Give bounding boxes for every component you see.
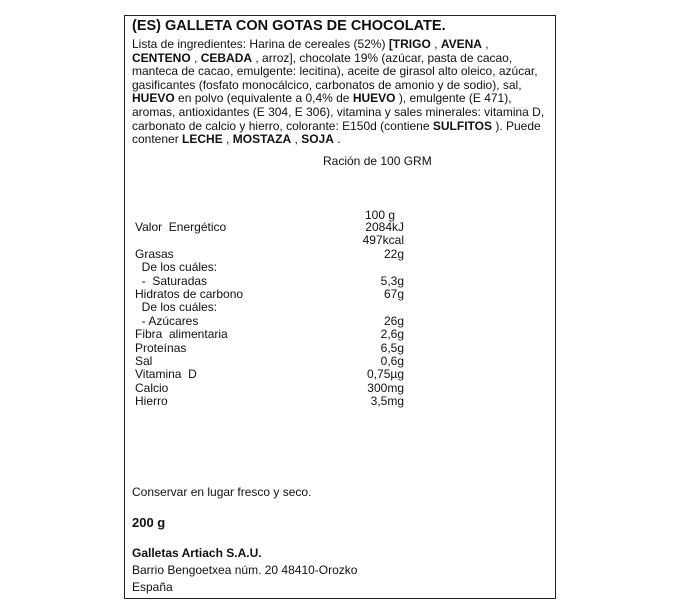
ingredient-text: , bbox=[291, 132, 302, 147]
nutrition-label: Calcio bbox=[135, 380, 169, 395]
nutrition-value: 67g bbox=[383, 287, 404, 301]
ingredient-text: , bbox=[190, 50, 201, 65]
company-name: Galletas Artiach S.A.U. bbox=[132, 546, 262, 560]
nutrition-label: - Azúcares bbox=[135, 313, 199, 328]
serving-header: Ración de 100 GRM bbox=[323, 154, 432, 168]
nutrition-value: 6,5g bbox=[380, 340, 404, 355]
ingredient-text: , bbox=[430, 37, 441, 51]
ingredient-text: en polvo (equivalente a 0,4% de bbox=[174, 91, 353, 106]
nutrition-label: Proteínas bbox=[135, 340, 187, 355]
allergen-text: CENTENO bbox=[132, 50, 191, 65]
allergen-text: CEBADA bbox=[200, 50, 253, 65]
ingredients-list bbox=[132, 38, 550, 147]
allergen-text: SULFITOS bbox=[432, 118, 492, 133]
allergen-text: [TRIGO bbox=[388, 37, 431, 51]
allergen-text: HUEVO bbox=[132, 91, 175, 106]
nutrition-label: Hierro bbox=[135, 394, 168, 409]
storage-note: Conservar en lugar fresco y seco. bbox=[132, 485, 312, 499]
net-weight: 200 g bbox=[132, 515, 166, 530]
nutrition-label: Grasas bbox=[135, 246, 174, 261]
nutrition-label: Valor Energético bbox=[135, 220, 227, 234]
ingredient-text: , bbox=[222, 132, 233, 147]
nutrition-value: 26g bbox=[383, 313, 404, 328]
nutrition-value: 3,5mg bbox=[370, 394, 404, 409]
allergen-text: AVENA bbox=[440, 37, 482, 51]
allergen-text: LECHE bbox=[182, 132, 223, 147]
column-header: 100 g bbox=[365, 208, 396, 222]
allergen-text: HUEVO bbox=[352, 91, 396, 106]
nutrition-label: - Saturadas bbox=[135, 273, 208, 288]
nutrition-label: Vitamina D bbox=[135, 367, 197, 382]
nutrition-value: 22g bbox=[383, 246, 404, 261]
nutrition-label: Hidratos de carbono bbox=[135, 287, 244, 301]
ingredient-text: , arroz], chocolate 19% (azúcar, pasta de cacao, manteca de cacao, emulgente: lecitina), aceite de girasol alto oleico, azúcar, gasificantes (fosfato monocálcico, carbonatos de amonio y de sodio), sal, bbox=[132, 50, 538, 92]
nutrition-label: De los cuáles: bbox=[135, 300, 218, 315]
nutrition-label: Fibra alimentaria bbox=[135, 327, 228, 342]
nutrition-label: Sal bbox=[135, 354, 153, 368]
company-country: España bbox=[132, 580, 173, 594]
company-address: Barrio Bengoetxea núm. 20 48410-Orozko bbox=[132, 563, 358, 577]
ingredient-text: Lista de ingredientes: Harina de cereales (52%) bbox=[132, 37, 389, 51]
allergen-text: SOJA bbox=[301, 132, 334, 147]
nutrition-label: De los cuáles: bbox=[135, 260, 218, 275]
ingredient-text: . bbox=[333, 132, 341, 147]
nutrition-value: 5,3g bbox=[380, 273, 404, 288]
product-title: (ES) GALLETA CON GOTAS DE CHOCOLATE. bbox=[132, 18, 446, 34]
nutrition-value: 2,6g bbox=[380, 327, 404, 342]
nutrition-value: 0,6g bbox=[380, 354, 404, 368]
nutrition-value: 2084kJ bbox=[365, 220, 404, 234]
nutrition-value: 300mg bbox=[367, 380, 404, 395]
allergen-text: MOSTAZA bbox=[232, 132, 292, 147]
nutrition-value: 0,75µg bbox=[367, 367, 404, 382]
nutrition-value: 497kcal bbox=[362, 233, 404, 248]
ingredient-text: ). Puede contener bbox=[132, 118, 541, 147]
ingredient-text: , bbox=[481, 37, 489, 51]
ingredient-text: ), emulgente (E 471), aromas, antioxidantes (E 304, E 306), vitamina y sales minerales: vitamina D, carbonato de calcio y hierro, colorante: E150d (contiene bbox=[132, 91, 545, 133]
